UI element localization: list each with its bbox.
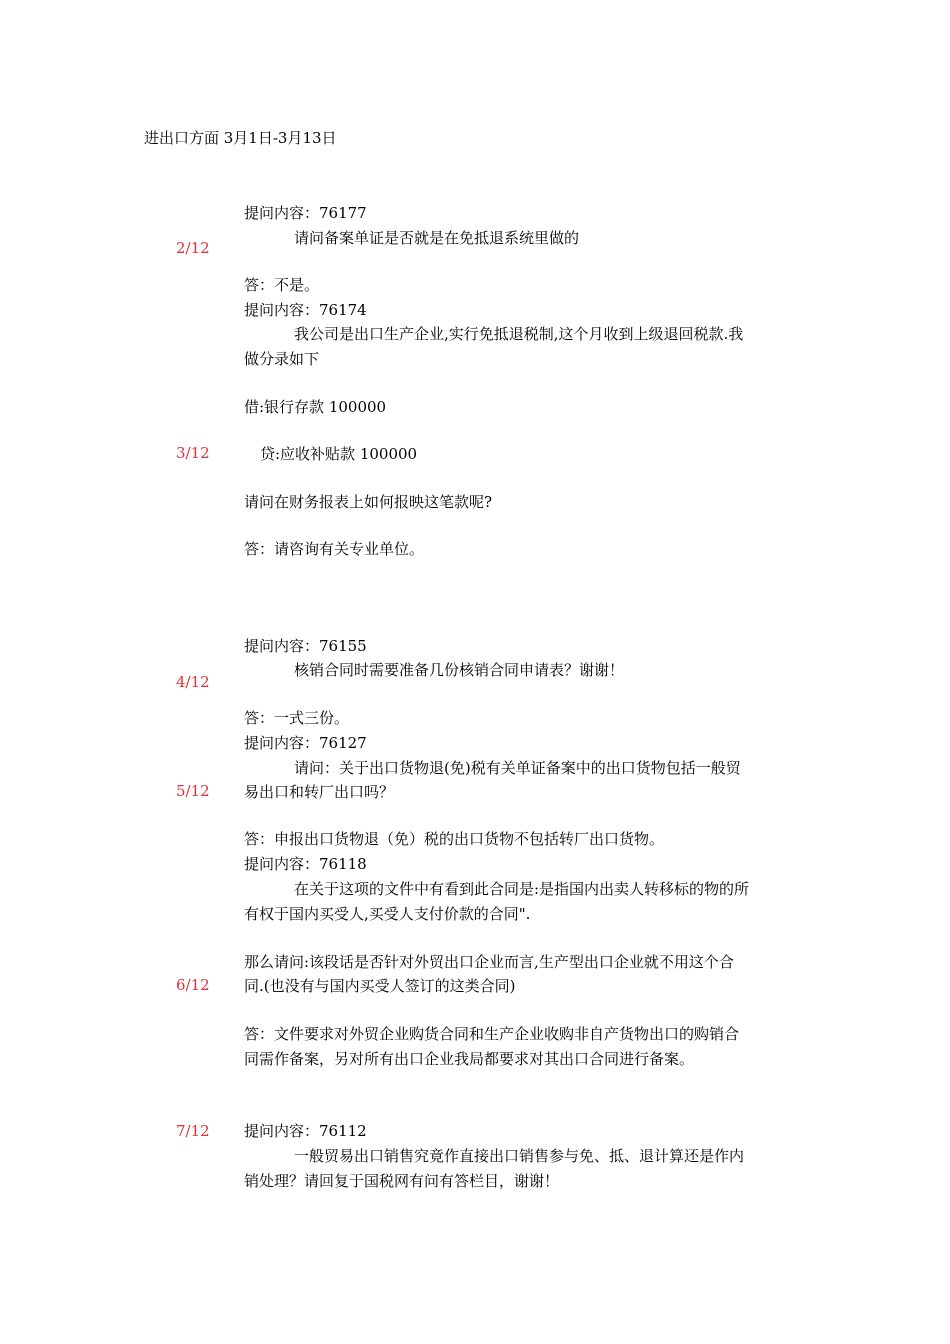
question-text: 贷:应收补贴款 100000 (260, 445, 418, 463)
question-text: 有权于国内买受人,买受人支付价款的合同". (244, 905, 531, 923)
date-label: 6/12 (176, 976, 210, 994)
question-text: 请问在财务报表上如何报映这笔款呢? (244, 493, 493, 511)
date-label: 5/12 (176, 782, 210, 800)
page-title: 进出口方面 3月1日-3月13日 (144, 129, 337, 147)
date-label: 7/12 (176, 1122, 210, 1140)
question-id: 提问内容：76127 (244, 734, 367, 752)
date-label: 2/12 (176, 239, 210, 257)
answer-text: 答：请咨询有关专业单位。 (244, 540, 425, 558)
answer-text: 答：申报出口货物退（免）税的出口货物不包括转厂出口货物。 (244, 830, 665, 848)
date-label: 3/12 (176, 444, 210, 462)
question-text: 一般贸易出口销售究竟作直接出口销售参与免、抵、退计算还是作内 (294, 1147, 745, 1165)
answer-text: 答：文件要求对外贸企业购货合同和生产企业收购非自产货物出口的购销合 (244, 1025, 740, 1043)
question-text: 请问：关于出口货物退(免)税有关单证备案中的出口货物包括一般贸 (294, 759, 741, 777)
question-text: 那么请问:该段话是否针对外贸出口企业而言,生产型出口企业就不用这个合 (244, 953, 734, 971)
answer-text: 答：一式三份。 (244, 709, 350, 727)
answer-text: 同需作备案，另对所有出口企业我局都要求对其出口合同进行备案。 (244, 1050, 695, 1068)
question-text: 请问备案单证是否就是在免抵退系统里做的 (294, 229, 580, 247)
answer-text: 答：不是。 (244, 276, 320, 294)
question-id: 提问内容：76155 (244, 637, 367, 655)
question-text: 销处理？请回复于国税网有问有答栏目，谢谢！ (244, 1172, 560, 1190)
question-text: 易出口和转厂出口吗？ (244, 783, 395, 801)
question-text: 同.(也没有与国内买受人签订的这类合同) (244, 977, 516, 995)
question-id: 提问内容：76112 (244, 1122, 367, 1140)
question-text: 做分录如下 (244, 350, 320, 368)
question-text: 借:银行存款 100000 (244, 398, 387, 416)
question-id: 提问内容：76174 (244, 301, 367, 319)
date-label: 4/12 (176, 673, 210, 691)
question-text: 在关于这项的文件中有看到此合同是:是指国内出卖人转移标的物的所 (294, 880, 750, 898)
question-text: 我公司是出口生产企业,实行免抵退税制,这个月收到上级退回税款.我 (294, 325, 744, 343)
question-id: 提问内容：76177 (244, 204, 367, 222)
question-text: 核销合同时需要准备几份核销合同申请表？谢谢！ (294, 661, 625, 679)
question-id: 提问内容：76118 (244, 855, 367, 873)
